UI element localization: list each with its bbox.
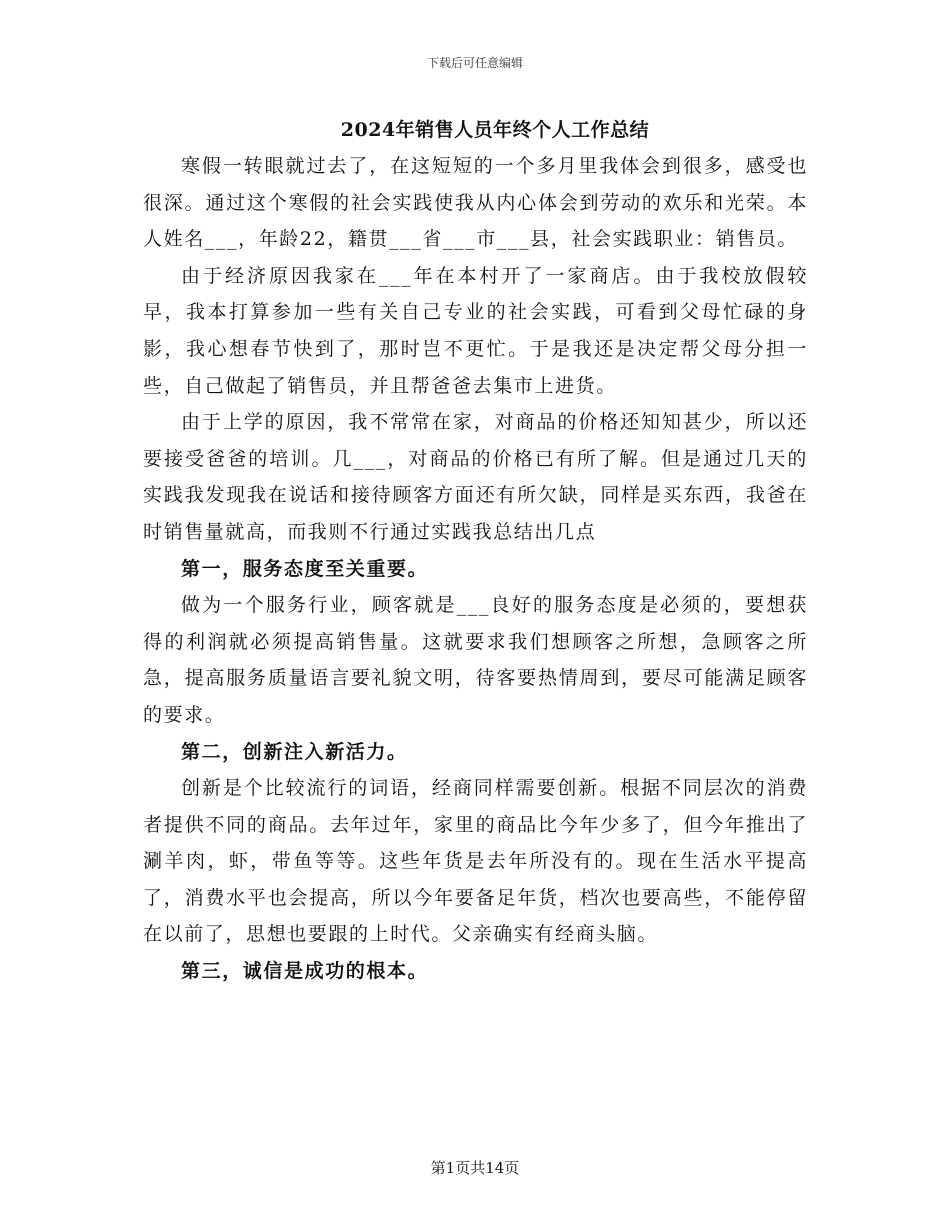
- page-footer: 第1页共14页: [430, 1159, 520, 1177]
- section-heading: 第二，创新注入新活力。: [181, 740, 408, 763]
- document-body: [143, 148, 808, 990]
- body-paragraph: 由于上学的原因，我不常常在家，对商品的价格还知知甚少，所以还要接受爸爸的培训。几___，对商品的价格已有所了解。但是通过几天的实践我发现我在说话和接待顾客方面还有所欠缺，同样是买东西，我爸在时销售量就高，而我则不行通过实践我总结出几点: [143, 411, 808, 543]
- body-paragraph: 寒假一转眼就过去了，在这短短的一个多月里我体会到很多，感受也很深。通过这个寒假的社会实践使我从内心体会到劳动的欢乐和光荣。本人姓名___，年龄22，籍贯___省___市___县，社会实践职业：销售员。: [143, 155, 808, 251]
- section-heading: 第一，服务态度至关重要。: [181, 557, 429, 580]
- section-heading: 第三，诚信是成功的根本。: [181, 960, 429, 983]
- body-paragraph: 由于经济原因我家在___年在本村开了一家商店。由于我校放假较早，我本打算参加一些有关自己专业的社会实践，可看到父母忙碌的身影，我心想春节快到了，那时岂不更忙。于是我还是决定帮父母分担一些，自己做起了销售员，并且帮爸爸去集市上进货。: [143, 264, 808, 397]
- document-title: 2024年销售人员年终个人工作总结: [340, 119, 650, 141]
- header-note: 下载后可任意编辑: [426, 56, 523, 70]
- body-paragraph: 做为一个服务行业，顾客就是___良好的服务态度是必须的，要想获得的利润就必须提高销售量。这就要求我们想顾客之所想，急顾客之所急，提高服务质量语言要礼貌文明，待客要热情周到，要尽可能满足顾客的要求。: [143, 594, 808, 726]
- body-paragraph: 创新是个比较流行的词语，经商同样需要创新。根据不同层次的消费者提供不同的商品。去年过年，家里的商品比今年少多了，但今年推出了涮羊肉，虾，带鱼等等。这些年货是去年所没有的。现在生活水平提高了，消费水平也会提高，所以今年要备足年货，档次也要高些，不能停留在以前了，思想也要跟的上时代。父亲确实有经商头脑。: [143, 777, 808, 946]
